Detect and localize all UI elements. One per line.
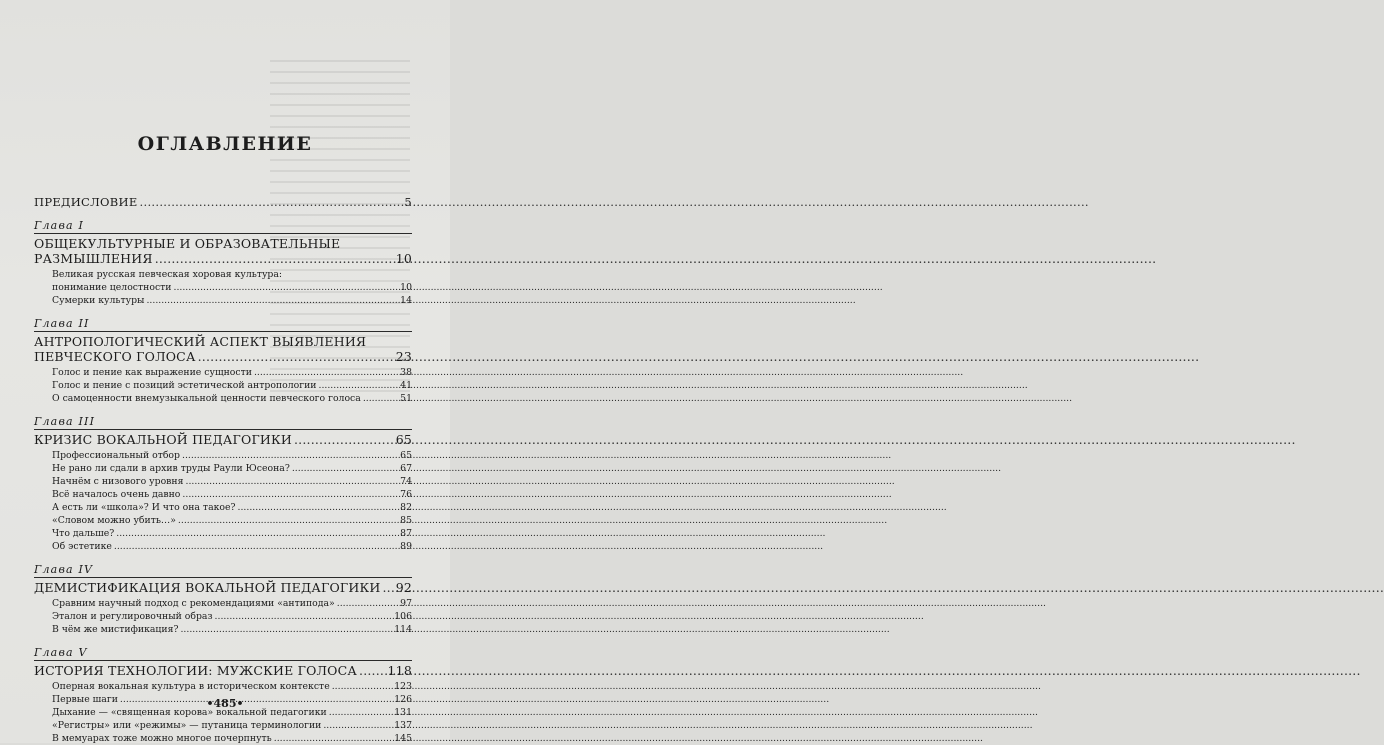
dot-leader (140, 195, 403, 209)
dot-leader (215, 610, 393, 623)
chapter-label: Глава I (34, 219, 412, 234)
dot-leader (155, 251, 394, 266)
subsection-title: Не рано ли сдали в архив труды Раули Юсеона? (52, 463, 290, 474)
chapter-title-row (34, 580, 412, 595)
subsection-list (34, 597, 412, 636)
preface-page: 5 (404, 195, 412, 209)
chapter-title-line: КРИЗИС ВОКАЛЬНОЙ ПЕДАГОГИКИ (34, 432, 292, 447)
subsection-title: Начнём с низового уровня (52, 476, 184, 487)
subsection-page: 145 (394, 733, 412, 744)
subsection-row (52, 719, 412, 732)
dot-leader (178, 514, 398, 527)
subsection-entry[interactable] (52, 475, 412, 488)
book-page (0, 0, 450, 743)
subsection-title: Голос и пение как выражение сущности (52, 367, 252, 378)
subsection-title: Первые шаги (52, 694, 118, 705)
dot-leader (198, 349, 394, 364)
subsection-page: 76 (400, 489, 412, 500)
subsection-entry[interactable] (52, 294, 412, 307)
subsection-page: 41 (400, 380, 412, 391)
dot-leader (318, 379, 398, 392)
chapter-title-entry[interactable] (34, 236, 412, 266)
dot-leader (180, 623, 392, 636)
subsection-entry[interactable] (52, 379, 412, 392)
subsection-page: 106 (394, 611, 412, 622)
toc-entry-preface[interactable] (34, 195, 412, 209)
chapter-title-line: ПЕВЧЕСКОГО ГОЛОСА (34, 349, 196, 364)
subsection-row (52, 540, 412, 553)
subsection-entry[interactable] (52, 732, 412, 745)
subsection-title: О самоценности внемузыкальной ценности певческого голоса (52, 393, 361, 404)
dot-leader (114, 540, 398, 553)
subsection-row (52, 610, 412, 623)
chapter-title-entry[interactable] (34, 663, 412, 678)
dot-leader (185, 475, 398, 488)
subsection-page: 131 (394, 707, 412, 718)
dot-leader (274, 732, 393, 745)
chapter-title-entry[interactable] (34, 580, 412, 595)
subsection-page: 126 (394, 694, 412, 705)
subsection-page: 89 (400, 541, 412, 552)
subsection-page: 87 (400, 528, 412, 539)
subsection-page: 123 (394, 681, 412, 692)
subsection-title: Об эстетике (52, 541, 112, 552)
subsection-entry[interactable] (52, 623, 412, 636)
dot-leader (323, 719, 392, 732)
subsection-page: 51 (400, 393, 412, 404)
subsection-row (52, 680, 412, 693)
subsection-entry[interactable] (52, 719, 412, 732)
dot-leader (359, 663, 386, 678)
subsection-page: 97 (400, 598, 412, 609)
chapter-list (34, 219, 412, 745)
subsection-page: 137 (394, 720, 412, 731)
dot-leader (337, 597, 398, 610)
dot-leader (382, 580, 393, 595)
chapter-section (34, 317, 412, 405)
dot-leader (363, 392, 398, 405)
subsection-row (52, 501, 412, 514)
subsection-row (52, 379, 412, 392)
subsection-row (52, 732, 412, 745)
subsection-row (52, 392, 412, 405)
subsection-title: Сравним научный подход с рекомендациями «антипода» (52, 598, 335, 609)
subsection-page: 10 (400, 282, 412, 293)
subsection-entry[interactable] (52, 449, 412, 462)
subsection-list (34, 680, 412, 745)
chapter-title-entry[interactable] (34, 432, 412, 447)
subsection-row (52, 488, 412, 501)
subsection-row (52, 462, 412, 475)
chapter-label: Глава III (34, 415, 412, 430)
subsection-row (52, 597, 412, 610)
dot-leader (116, 527, 398, 540)
subsection-title: Профессиональный отбор (52, 450, 180, 461)
table-of-contents (34, 195, 412, 745)
subsection-entry[interactable] (52, 610, 412, 623)
subsection-title: Дыхание — «священная корова» вокальной педагогики (52, 707, 327, 718)
subsection-entry[interactable] (52, 514, 412, 527)
subsection-list (34, 449, 412, 553)
dot-leader (146, 294, 398, 307)
subsection-row (52, 527, 412, 540)
subsection-page: 85 (400, 515, 412, 526)
subsection-row (52, 366, 412, 379)
subsection-title: «Регистры» или «режимы» — путаница терминологии (52, 720, 322, 731)
subsection-entry[interactable] (52, 488, 412, 501)
chapter-page: 23 (395, 349, 412, 364)
chapter-section (34, 646, 412, 745)
page-title: ОГЛАВЛЕНИЕ (137, 133, 313, 155)
chapter-title-line: АНТРОПОЛОГИЧЕСКИЙ АСПЕКТ ВЫЯВЛЕНИЯ (34, 334, 367, 349)
dot-leader (294, 432, 394, 447)
subsection-page: 67 (400, 463, 412, 474)
chapter-title-row (34, 349, 412, 364)
subsection-row (52, 294, 412, 307)
chapter-section (34, 219, 412, 307)
subsection-title: В мемуарах тоже можно многое почерпнуть (52, 733, 272, 744)
subsection-entry[interactable] (52, 527, 412, 540)
dot-leader (238, 501, 399, 514)
dot-leader (332, 680, 393, 693)
chapter-title-row (34, 432, 412, 447)
subsection-title: А есть ли «школа»? И что она такое? (52, 502, 236, 513)
dot-leader (173, 281, 398, 294)
subsection-title-line: Великая русская певческая хоровая культура: (52, 269, 283, 280)
dot-leader (292, 462, 398, 475)
subsection-entry[interactable] (52, 680, 412, 693)
subsection-page: 14 (400, 295, 412, 306)
chapter-section (34, 563, 412, 636)
subsection-title: Всё началось очень давно (52, 489, 181, 500)
dot-leader (182, 488, 398, 501)
subsection-entry[interactable] (52, 268, 412, 294)
subsection-row (52, 475, 412, 488)
chapter-label: Глава II (34, 317, 412, 332)
subsection-entry[interactable] (52, 366, 412, 379)
chapter-page: 10 (395, 251, 412, 266)
subsection-entry[interactable] (52, 540, 412, 553)
chapter-label: Глава IV (34, 563, 412, 578)
chapter-title-entry[interactable] (34, 334, 412, 364)
subsection-page: 38 (400, 367, 412, 378)
subsection-page: 114 (394, 624, 412, 635)
chapter-page: 92 (395, 580, 412, 595)
subsection-page: 82 (400, 502, 412, 513)
preface-title: ПРЕДИСЛОВИЕ (34, 195, 138, 209)
chapter-label: Глава V (34, 646, 412, 661)
subsection-entry[interactable] (52, 462, 412, 475)
subsection-row (52, 449, 412, 462)
subsection-entry[interactable] (52, 501, 412, 514)
subsection-title: Эталон и регулировочный образ (52, 611, 213, 622)
chapter-section (34, 415, 412, 553)
subsection-page: 74 (400, 476, 412, 487)
subsection-list (34, 366, 412, 405)
subsection-title: В чём же мистификация? (52, 624, 179, 635)
subsection-title: Оперная вокальная культура в историческом контексте (52, 681, 330, 692)
subsection-row (52, 514, 412, 527)
page-number: •485• (206, 697, 244, 710)
chapter-title-line: РАЗМЫШЛЕНИЯ (34, 251, 153, 266)
subsection-title: Что дальше? (52, 528, 115, 539)
subsection-title: Голос и пение с позиций эстетической антропологии (52, 380, 317, 391)
chapter-title-line: ОБЩЕКУЛЬТУРНЫЕ И ОБРАЗОВАТЕЛЬНЫЕ (34, 236, 341, 251)
subsection-entry[interactable] (52, 392, 412, 405)
chapter-title-line: ДЕМИСТИФИКАЦИЯ ВОКАЛЬНОЙ ПЕДАГОГИКИ (34, 580, 381, 595)
dot-leader (254, 366, 398, 379)
chapter-title-row (34, 251, 412, 266)
subsection-title: Сумерки культуры (52, 295, 145, 306)
subsection-page: 65 (400, 450, 412, 461)
chapter-title-line: ИСТОРИЯ ТЕХНОЛОГИИ: МУЖСКИЕ ГОЛОСА (34, 663, 358, 678)
subsection-row (52, 623, 412, 636)
subsection-entry[interactable] (52, 597, 412, 610)
subsection-row (52, 281, 412, 294)
chapter-page: 65 (395, 432, 412, 447)
chapter-title-row (34, 663, 412, 678)
chapter-page: 118 (387, 663, 412, 678)
dot-leader (182, 449, 398, 462)
subsection-title: «Словом можно убить…» (52, 515, 176, 526)
subsection-list (34, 268, 412, 307)
subsection-title: понимание целостности (52, 282, 172, 293)
